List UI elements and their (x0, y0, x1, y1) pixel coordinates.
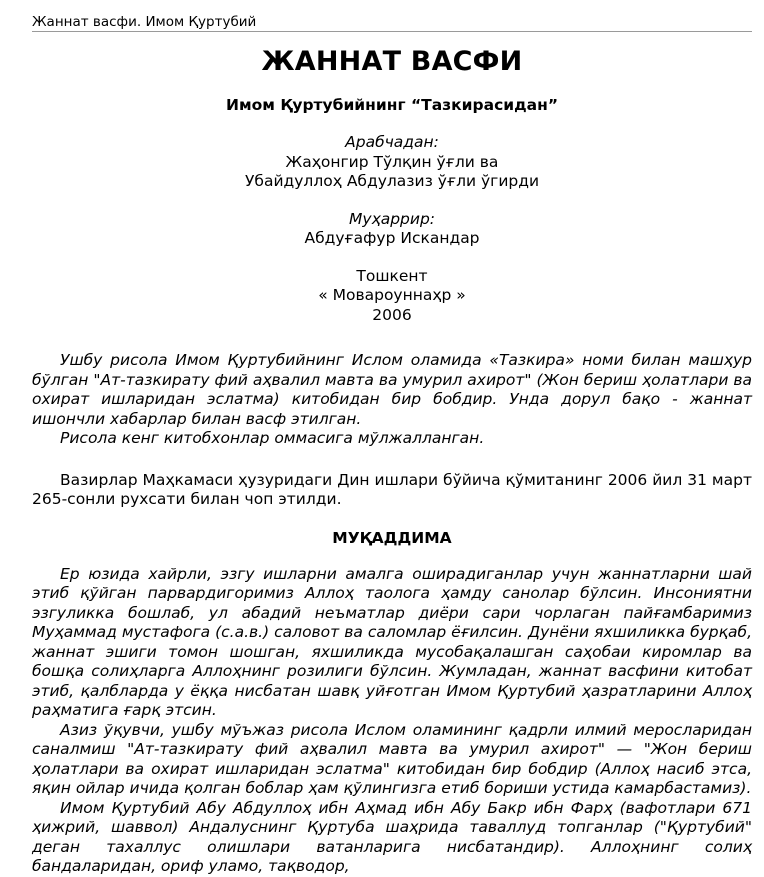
translators-block (32, 133, 752, 192)
book-subtitle: Имом Қуртубийнинг “Тазкирасидан” (225, 96, 559, 114)
publication-year: 2006 (372, 305, 412, 324)
editor-block (32, 210, 752, 249)
permission-block (32, 471, 752, 510)
introduction-body (32, 565, 752, 877)
publication-block (32, 267, 752, 326)
body-paragraph: Имом Қуртубий Абу Абдуллоҳ ибн Аҳмад ибн Абу Бакр ибн Фарҳ (вафотлари 671 ҳижрий, шаввол) Андалуснинг Қуртуба шаҳрида таваллуд топганлар ("Қуртубий" деган тахаллус олишлари ватанларига нисбатандир). Аллоҳнинг солиҳ бандаларидан, ориф уламо, тақводор, (32, 798, 752, 875)
publication-city: Тошкент (356, 266, 428, 285)
translator-line-2: Убайдуллоҳ Абдулазиз ўғли ўгирди (244, 172, 540, 190)
abstract-block (32, 351, 752, 449)
permission-text: Вазирлар Маҳкамаси ҳузуридаги Дин ишлари бўйича қўмитанинг 2006 йил 31 март 265-сонли рухсати билан чоп этилди. (32, 470, 752, 508)
translators-label: Арабчадан: (345, 133, 439, 151)
editor-name: Абдуғафур Искандар (304, 229, 480, 247)
abstract-audience: Рисола кенг китобхонлар оммасига мўлжалланган. (60, 429, 485, 447)
section-heading: МУҚАДДИМА (332, 528, 452, 547)
document-page (32, 0, 752, 877)
editor-label: Муҳаррир: (348, 209, 436, 228)
body-paragraph: Ер юзида хайрли, эзгу ишларни амалга оширадиганлар учун жаннатларни шай этиб қўйган парвардигоримиз Аллоҳ таолога ҳамду санолар бўлсин. Инсониятни эзгуликка бошлаб, ул абадий неъматлар диёри сари чорлаган пайғамбаримиз Муҳаммад мустафога (с.а.в.) саловот ва саломлар ёғилсин. Дунёни яхшиликка бурқаб, жаннат эшиги томон шошган, яхшиликда мусобақалашган саҳобаи киромлар ва бошқа солиҳларга Аллоҳнинг розилиги бўлсин. Жумладан, жаннат васфини китобат этиб, қалбларда у ёққа нисбатан шавқ уйғотган Имом Қуртубий ҳазратларини Аллоҳ раҳматига ғарқ этсин. (32, 564, 752, 719)
publication-publisher: « Мовароуннаҳр » (318, 286, 466, 304)
book-title: ЖАННАТ ВАСФИ (261, 46, 523, 77)
body-paragraph: Азиз ўқувчи, ушбу мўъжаз рисола Ислом оламининг қадрли илмий мероcларидан саналмиш "Ат-тазкирату фий аҳвалил мавта ва умурил ахирот" — "Жон бериш ҳолатлари ва охират ишларидан эслатма" китобидан бир бобдир (Аллоҳ насиб этса, яқин ойлар ичида қолган боблар ҳам қўлингизга етиб бориши устида камарбастамиз). (32, 720, 752, 797)
abstract-paragraph: Ушбу рисола Имом Қуртубийнинг Ислом оламида «Тазкира» номи билан машҳур бўлган "Ат-тазкирату фий аҳвалил мавта ва умурил ахирот" (Жон бериш ҳолатлари ва охират ишларидан эслатма) китобидан бир бобдир. Унда дорул бақо - жаннат ишончли хабарлар билан васф этилган. (32, 351, 752, 428)
running-header: Жаннат васфи. Имом Қуртубий (32, 0, 752, 32)
translator-line-1: Жаҳонгир Тўлқин ўғли ва (285, 152, 499, 171)
